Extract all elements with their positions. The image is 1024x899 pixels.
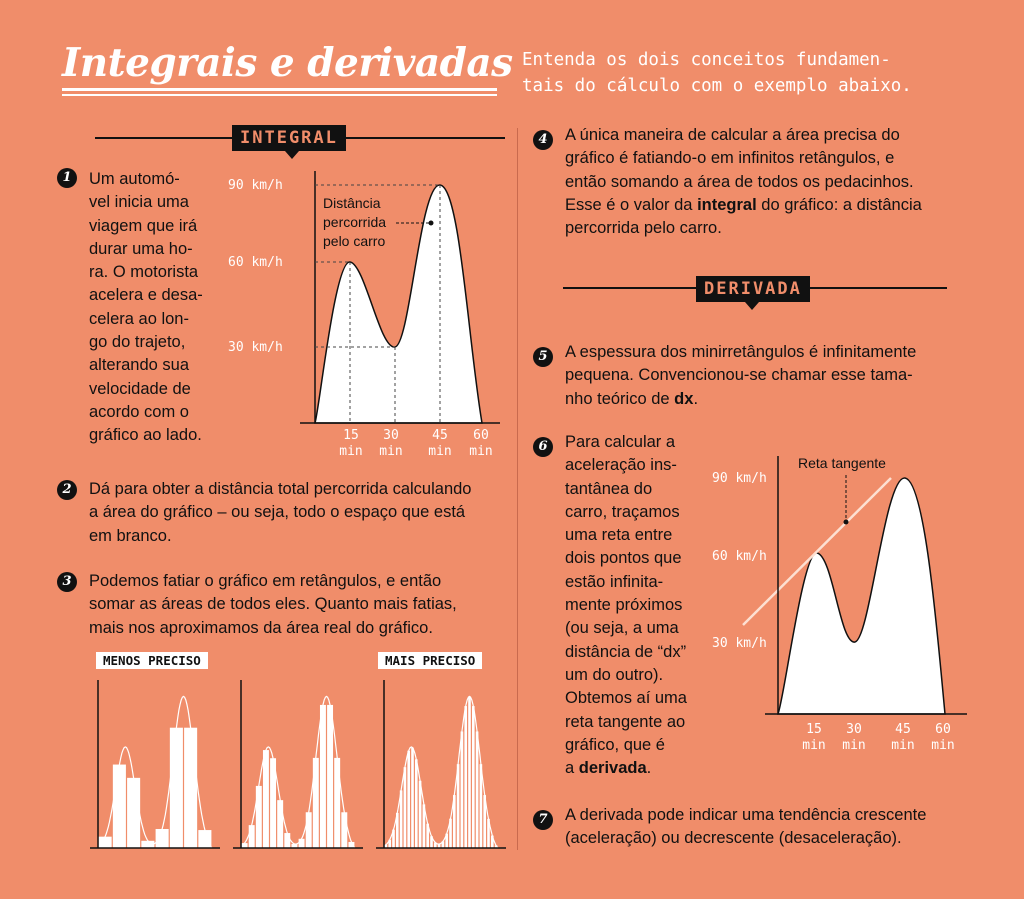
- step-4-text: [565, 124, 985, 240]
- more-precise-label: MAIS PRECISO: [378, 652, 482, 669]
- x-unit: min: [842, 738, 866, 753]
- step-5-badge: 5: [533, 347, 553, 367]
- text-line: A derivada pode indicar uma tendência crescente: [565, 806, 927, 824]
- tangent-chart: [705, 450, 975, 760]
- slice-bar: [327, 705, 333, 848]
- text-line: somar as áreas de todos eles. Quanto mais fatias,: [89, 595, 457, 614]
- step-3-badge: 3: [57, 572, 77, 592]
- text-span: a: [565, 759, 579, 778]
- subtitle-line: Entenda os dois conceitos fundamen-: [522, 50, 891, 70]
- tangent-point: [844, 520, 849, 525]
- slice-bars: [242, 705, 355, 848]
- column-divider: [517, 128, 518, 850]
- subtitle: [522, 47, 992, 99]
- distance-annotation: percorrida: [323, 214, 387, 230]
- text-span: nho teórico de: [565, 389, 675, 408]
- slice-bar: [299, 839, 305, 848]
- text-line: carro, traçamos: [565, 502, 680, 521]
- text-line: gráfico ao lado.: [89, 426, 202, 445]
- x-tick-15: 15: [806, 722, 822, 737]
- slice-bar: [99, 837, 112, 848]
- keyword-derivada: derivada: [578, 759, 647, 778]
- text-line: um do outro).: [565, 665, 664, 684]
- step-2-text: [89, 478, 509, 548]
- slice-bar: [306, 812, 312, 848]
- slice-bar: [472, 706, 475, 848]
- text-line: go do trajeto,: [89, 333, 186, 352]
- text-line: vel inicia uma: [89, 193, 189, 212]
- step-7-badge: 7: [533, 810, 553, 830]
- slice-bar: [320, 705, 326, 848]
- text-line: Podemos fatiar o gráfico em retângulos, e então: [89, 572, 442, 590]
- slices-chart-8: [90, 680, 220, 850]
- slice-bar: [415, 759, 418, 848]
- x-tick-30: 30: [846, 722, 862, 737]
- text-line: Um automó-: [89, 170, 180, 188]
- text-line: aceleração ins-: [565, 456, 677, 475]
- text-line: pequena. Convencionou-se chamar esse tama-: [565, 366, 913, 385]
- slice-bar: [249, 825, 255, 848]
- text-line: tantânea do: [565, 479, 653, 498]
- integral-label: INTEGRAL: [232, 125, 346, 151]
- slice-bar: [468, 696, 471, 848]
- slice-bar: [184, 728, 197, 848]
- slice-bar: [404, 767, 407, 848]
- keyword-dx: dx: [674, 389, 694, 408]
- text-line: Para calcular a: [565, 433, 676, 451]
- y-tick-60: 60 km/h: [228, 255, 283, 270]
- slice-bar: [170, 728, 183, 848]
- slice-bar: [419, 781, 422, 848]
- text-line: acordo com o: [89, 402, 189, 421]
- text-line: a área do gráfico – ou seja, todo o espaço que está: [89, 503, 466, 522]
- step-7-text: [565, 804, 985, 851]
- slices-chart-30: [376, 680, 506, 850]
- text-line: durar uma ho-: [89, 239, 193, 258]
- x-unit: min: [339, 444, 363, 459]
- y-tick-60: 60 km/h: [712, 549, 767, 564]
- text-span: .: [646, 759, 652, 778]
- y-tick-30: 30 km/h: [712, 636, 767, 651]
- y-tick-90: 90 km/h: [712, 471, 767, 486]
- slice-bar: [256, 786, 262, 848]
- distance-annotation: Distância: [323, 195, 381, 211]
- step-4-badge: 4: [533, 130, 553, 150]
- velocity-area: [778, 478, 945, 714]
- slice-bar: [263, 750, 269, 848]
- text-line: em branco.: [89, 526, 172, 545]
- velocity-chart: [220, 165, 510, 465]
- y-tick-30: 30 km/h: [228, 340, 283, 355]
- x-unit: min: [802, 738, 826, 753]
- x-unit: min: [428, 444, 452, 459]
- title-underline-thin: [62, 94, 497, 96]
- slice-bars: [385, 696, 498, 848]
- slice-bar: [464, 706, 467, 848]
- text-line: gráfico é fatiando-o em infinitos retângulos, e: [565, 149, 895, 168]
- distance-annotation: pelo carro: [323, 233, 386, 249]
- text-line: gráfico, que é: [565, 735, 665, 754]
- x-tick-60: 60: [473, 428, 489, 443]
- text-line: reta tangente ao: [565, 712, 686, 731]
- integral-pointer: [285, 151, 299, 159]
- text-line: [565, 757, 705, 780]
- text-line: [565, 194, 985, 217]
- x-tick-45: 45: [432, 428, 448, 443]
- text-line: Dá para obter a distância total percorrida calculando: [89, 480, 472, 498]
- x-unit: min: [469, 444, 493, 459]
- step-1-badge: 1: [57, 168, 77, 188]
- tangent-annotation: Reta tangente: [798, 455, 886, 471]
- text-line: dois pontos que: [565, 549, 682, 568]
- text-line: então somando a área de todos os pedacinhos.: [565, 172, 914, 191]
- text-line: A única maneira de calcular a área precisa do: [565, 126, 900, 144]
- step-6-text: [565, 431, 705, 780]
- text-line: velocidade de: [89, 379, 191, 398]
- slice-bar: [127, 778, 140, 848]
- slice-bar: [113, 765, 126, 848]
- text-line: celera ao lon-: [89, 309, 189, 328]
- x-unit: min: [931, 738, 955, 753]
- x-unit: min: [891, 738, 915, 753]
- text-line: viagem que irá: [89, 216, 198, 235]
- less-precise-label: MENOS PRECISO: [96, 652, 208, 669]
- text-span: do gráfico: a distância: [756, 195, 922, 214]
- slice-bar: [461, 731, 464, 848]
- slice-bar: [407, 751, 410, 848]
- x-tick-60: 60: [935, 722, 951, 737]
- text-line: mente próximos: [565, 596, 683, 615]
- slice-bar: [277, 800, 283, 848]
- page-title: Integrais e derivadas: [62, 40, 513, 86]
- step-2-badge: 2: [57, 480, 77, 500]
- text-line: distância de “dx”: [565, 642, 687, 661]
- y-tick-90: 90 km/h: [228, 178, 283, 193]
- slice-bar: [411, 748, 414, 848]
- text-span: .: [693, 389, 699, 408]
- derivada-label: DERIVADA: [696, 276, 810, 302]
- text-line: alterando sua: [89, 356, 189, 375]
- text-line: (ou seja, a uma: [565, 619, 679, 638]
- slice-bar: [476, 731, 479, 848]
- x-unit: min: [379, 444, 403, 459]
- text-line: estão infinita-: [565, 572, 664, 591]
- text-line: Obtemos aí uma: [565, 689, 687, 708]
- text-span: Esse é o valor da: [565, 195, 698, 214]
- slice-bar: [341, 812, 347, 848]
- text-line: mais nos aproximamos da área real do gráfico.: [89, 618, 433, 637]
- title-underline: [62, 88, 497, 91]
- slice-bar: [284, 833, 290, 848]
- text-line: [565, 388, 985, 411]
- step-3-text: [89, 570, 509, 640]
- keyword-integral: integral: [697, 195, 757, 214]
- subtitle-line: tais do cálculo com o exemplo abaixo.: [522, 76, 912, 96]
- step-1-text: [89, 168, 219, 448]
- x-tick-30: 30: [383, 428, 399, 443]
- x-tick-15: 15: [343, 428, 359, 443]
- derivada-pointer: [745, 302, 759, 310]
- annotation-dot: [429, 221, 434, 226]
- text-line: (aceleração) ou decrescente (desaceleração).: [565, 829, 902, 848]
- x-tick-45: 45: [895, 722, 911, 737]
- step-6-badge: 6: [533, 437, 553, 457]
- step-5-text: [565, 341, 985, 411]
- slice-bar: [156, 829, 169, 848]
- text-line: acelera e desa-: [89, 286, 203, 305]
- text-line: ra. O motorista: [89, 263, 199, 282]
- text-line: A espessura dos minirretângulos é infinitamente: [565, 343, 917, 361]
- text-line: percorrida pelo carro.: [565, 219, 722, 238]
- text-line: uma reta entre: [565, 526, 673, 545]
- slices-chart-16: [233, 680, 363, 850]
